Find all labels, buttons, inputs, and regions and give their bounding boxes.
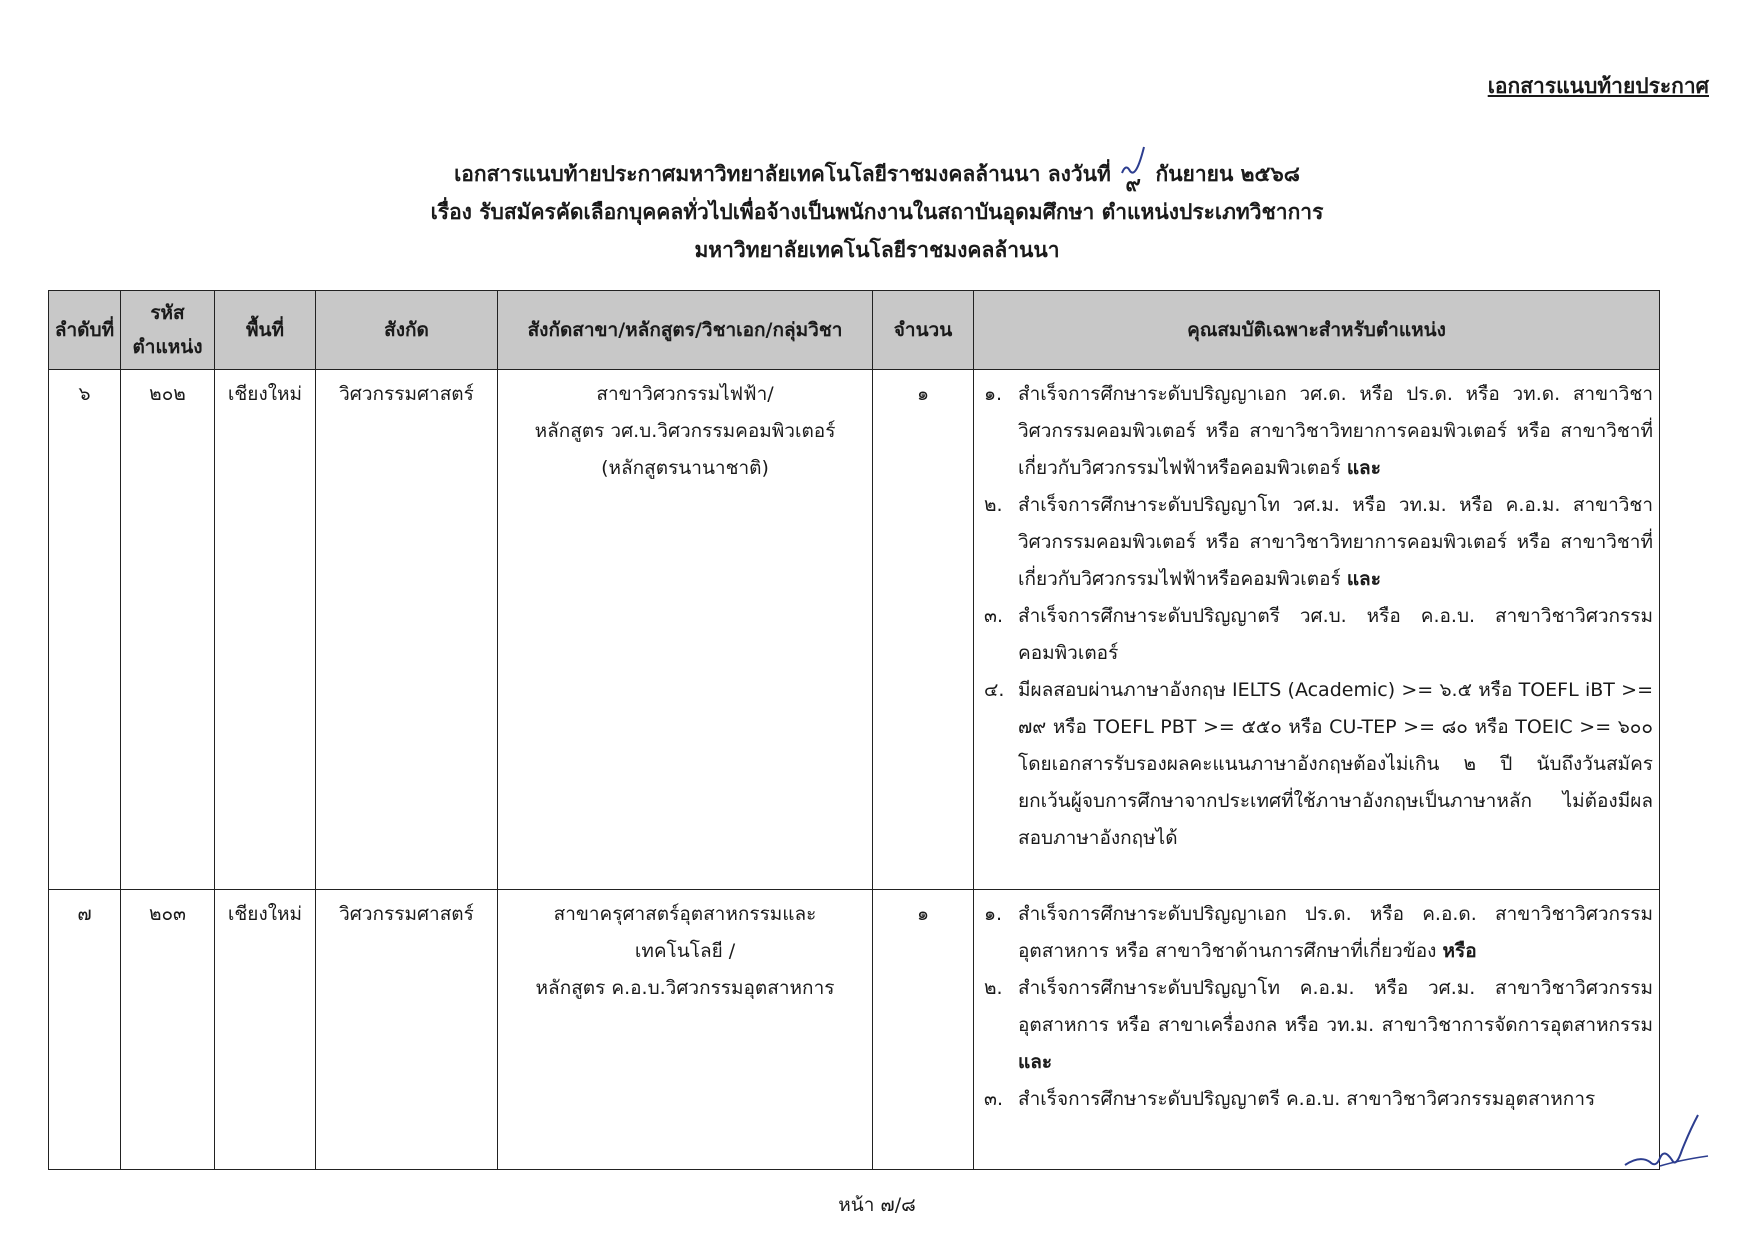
qual-item — [980, 598, 1653, 672]
header-program: สังกัดสาขา/หลักสูตร/วิชาเอก/กลุ่มวิชา — [498, 291, 873, 370]
qual-text: สำเร็จการศึกษาระดับปริญญาตรี วศ.บ. หรือ ค.อ.บ. สาขาวิชาวิศวกรรมคอมพิวเตอร์ — [1018, 605, 1653, 664]
header-faculty: สังกัด — [316, 291, 498, 370]
header-line-3: มหาวิทยาลัยเทคโนโลยีราชมงคลล้านนา — [694, 238, 1060, 262]
qual-number: ๑. — [984, 383, 1003, 405]
qual-number: ๔. — [984, 679, 1005, 701]
qual-text: สำเร็จการศึกษาระดับปริญญาเอก ปร.ด. หรือ ค.อ.ด. สาขาวิชาวิศวกรรมอุตสาหการ หรือ สาขาวิชาด้านการศึกษาที่เกี่ยวข้อง — [1018, 903, 1653, 962]
positions-table — [48, 290, 1660, 1170]
cell-count: ๑ — [873, 890, 974, 1170]
document-header — [0, 155, 1754, 269]
qual-tail: หรือ — [1442, 940, 1477, 962]
program-line: (หลักสูตรนานาชาติ) — [601, 457, 769, 479]
qual-number: ๒. — [984, 977, 1003, 999]
page-number: หน้า ๗/๘ — [838, 1194, 916, 1216]
cell-count: ๑ — [873, 370, 974, 890]
header-line-1-date: กันยายน ๒๕๖๘ — [1155, 162, 1300, 186]
qual-tail: และ — [1346, 457, 1381, 479]
cell-order: ๗ — [49, 890, 121, 1170]
header-line-2: เรื่อง รับสมัครคัดเลือกบุคคลทั่วไปเพื่อจ้างเป็นพนักงานในสถาบันอุดมศึกษา ตำแหน่งประเภทวิชาการ — [430, 200, 1324, 224]
cell-program — [498, 370, 873, 890]
cell-code: ๒๐๓ — [121, 890, 215, 1170]
qual-text: มีผลสอบผ่านภาษาอังกฤษ IELTS (Academic) >= ๖.๕ หรือ TOEFL iBT >= ๗๙ หรือ TOEFL PBT >= ๕๕๐ หรือ CU-TEP >= ๘๐ หรือ TOEIC >= ๖๐๐ โดยเอกสารรับรองผลคะแนนภาษาอังกฤษต้องไม่เกิน ๒ ปี นับถึงวันสมัคร ยกเว้นผู้จบการศึกษาจากประเทศที่ใช้ภาษาอังกฤษเป็นภาษาหลัก ไม่ต้องมีผลสอบภาษาอังกฤษได้ — [1018, 679, 1653, 849]
quals-list — [980, 376, 1653, 857]
table-row — [49, 370, 1660, 890]
document-tag: เอกสารแนบท้ายประกาศ — [1487, 74, 1709, 98]
qual-item — [980, 896, 1653, 970]
qual-text: สำเร็จการศึกษาระดับปริญญาโท ค.อ.ม. หรือ วศ.ม. สาขาวิชาวิศวกรรมอุตสาหการ หรือ สาขาเครื่องกล หรือ วท.ม. สาขาวิชาการจัดการอุตสาหกรรม — [1018, 977, 1653, 1036]
qual-item — [980, 672, 1653, 857]
qual-number: ๓. — [984, 1088, 1004, 1110]
handwritten-day — [1118, 165, 1148, 196]
program-line: เทคโนโลยี / — [634, 940, 736, 962]
table-header-row — [49, 291, 1660, 370]
header-order: ลำดับที่ — [49, 291, 121, 370]
handwritten-signature — [1620, 1110, 1710, 1184]
program-line: สาขาครุศาสตร์อุตสาหกรรมและ — [553, 903, 817, 925]
qual-tail: และ — [1346, 568, 1381, 590]
qual-item — [980, 376, 1653, 487]
header-quals: คุณสมบัติเฉพาะสำหรับตำแหน่ง — [974, 291, 1660, 370]
program-line: สาขาวิศวกรรมไฟฟ้า/ — [596, 383, 774, 405]
cell-order: ๖ — [49, 370, 121, 890]
cell-area: เชียงใหม่ — [215, 370, 316, 890]
qual-number: ๑. — [984, 903, 1003, 925]
qual-number: ๒. — [984, 494, 1003, 516]
cell-quals — [974, 890, 1660, 1170]
header-line-1-text: เอกสารแนบท้ายประกาศมหาวิทยาลัยเทคโนโลยีราชมงคลล้านนา ลงวันที่ — [454, 162, 1111, 186]
header-area: พื้นที่ — [215, 291, 316, 370]
table-row — [49, 890, 1660, 1170]
qual-item — [980, 970, 1653, 1081]
qual-tail: และ — [1018, 1051, 1053, 1073]
program-line: หลักสูตร วศ.บ.วิศวกรรมคอมพิวเตอร์ — [534, 420, 836, 442]
cell-code: ๒๐๒ — [121, 370, 215, 890]
header-count: จำนวน — [873, 291, 974, 370]
qual-text: สำเร็จการศึกษาระดับปริญญาตรี ค.อ.บ. สาขาวิชาวิศวกรรมอุตสาหการ — [1018, 1088, 1596, 1110]
qual-number: ๓. — [984, 605, 1004, 627]
header-day: ๙ — [1125, 172, 1141, 196]
cell-area: เชียงใหม่ — [215, 890, 316, 1170]
quals-list — [980, 896, 1653, 1118]
program-line: หลักสูตร ค.อ.บ.วิศวกรรมอุตสาหการ — [535, 977, 835, 999]
qual-text: สำเร็จการศึกษาระดับปริญญาเอก วศ.ด. หรือ ปร.ด. หรือ วท.ด. สาขาวิชาวิศวกรรมคอมพิวเตอร์ หรือ สาขาวิชาวิทยาการคอมพิวเตอร์ หรือ สาขาวิชาที่เกี่ยวกับวิศวกรรมไฟฟ้าหรือคอมพิวเตอร์ — [1018, 383, 1653, 479]
header-code: รหัสตำแหน่ง — [121, 291, 215, 370]
cell-faculty: วิศวกรรมศาสตร์ — [316, 890, 498, 1170]
qual-item — [980, 1081, 1653, 1118]
qual-text: สำเร็จการศึกษาระดับปริญญาโท วศ.ม. หรือ วท.ม. หรือ ค.อ.ม. สาขาวิชาวิศวกรรมคอมพิวเตอร์ หรือ สาขาวิชาวิทยาการคอมพิวเตอร์ หรือ สาขาวิชาที่เกี่ยวกับวิศวกรรมไฟฟ้าหรือคอมพิวเตอร์ — [1018, 494, 1653, 590]
cell-quals — [974, 370, 1660, 890]
header-line-1 — [0, 155, 1754, 196]
qual-item — [980, 487, 1653, 598]
cell-faculty: วิศวกรรมศาสตร์ — [316, 370, 498, 890]
cell-program — [498, 890, 873, 1170]
